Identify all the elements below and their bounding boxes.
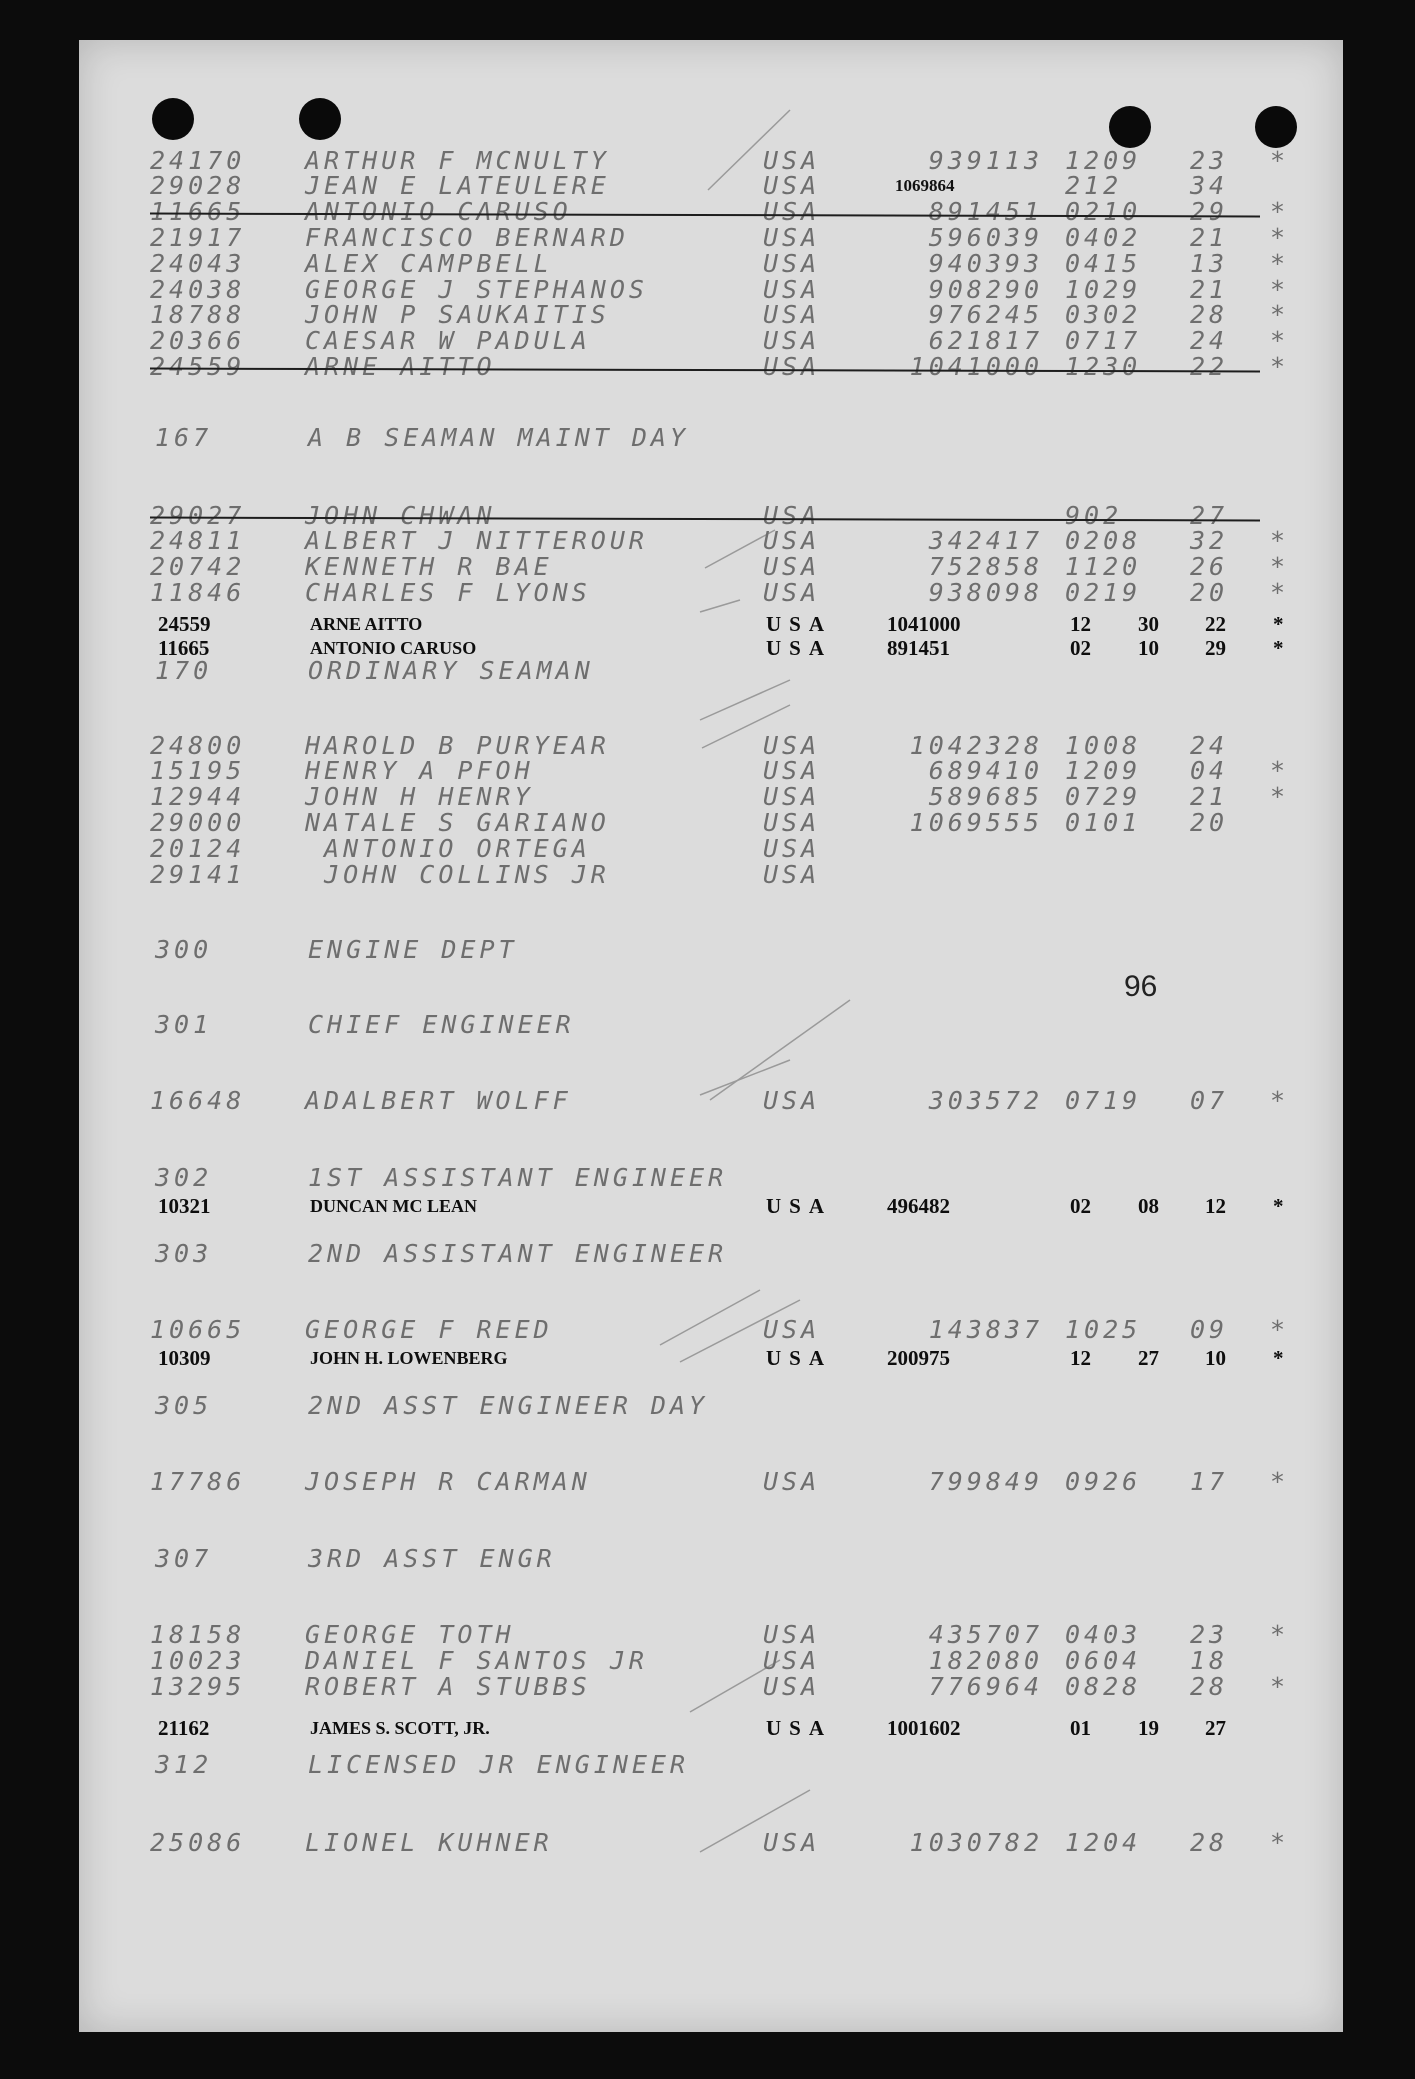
day: 08: [1138, 1194, 1159, 1218]
section-title: 3RD ASST ENGR: [308, 1544, 556, 1573]
mark: *: [1270, 1620, 1286, 1649]
citizenship: USA: [763, 171, 821, 200]
age: 21: [1190, 223, 1229, 252]
section-code: 167: [155, 423, 213, 452]
citizenship: USA: [763, 249, 821, 278]
mark: *: [1270, 1086, 1286, 1115]
crew-number: 18158: [150, 1620, 246, 1649]
crew-number: 17786: [150, 1467, 246, 1496]
crew-name: CAESAR W PADULA: [305, 326, 591, 355]
crew-row: [0, 580, 1415, 606]
crew-row: [0, 302, 1415, 328]
crew-row: [0, 1830, 1415, 1856]
date: 0210: [1065, 197, 1142, 226]
crew-row: [0, 758, 1415, 784]
crew-row: [0, 173, 1415, 199]
section-heading: [0, 1012, 1415, 1038]
citizenship: USA: [766, 612, 833, 636]
book-number: 1069555: [909, 808, 1043, 837]
crew-name: ALEX CAMPBELL: [305, 249, 553, 278]
age: 23: [1190, 146, 1229, 175]
page-number: 96: [1124, 970, 1158, 1003]
citizenship: USA: [766, 1346, 833, 1370]
crew-row: [0, 554, 1415, 580]
crew-number: 16648: [150, 1086, 246, 1115]
crew-number: 15195: [150, 756, 246, 785]
date: 0717: [1065, 326, 1142, 355]
age: 20: [1190, 578, 1229, 607]
citizenship: USA: [763, 552, 821, 581]
crew-name: ARNE AITTO: [305, 352, 496, 381]
date: 0219: [1065, 578, 1142, 607]
crew-name: ARTHUR F MCNULTY: [305, 146, 610, 175]
crew-row: [0, 810, 1415, 836]
book-number: 1041000: [909, 352, 1043, 381]
mark: *: [1273, 1346, 1284, 1370]
date: 212: [1065, 171, 1123, 200]
crew-row: [0, 1674, 1415, 1700]
crew-name: ARNE AITTO: [310, 614, 423, 634]
age: 13: [1190, 249, 1229, 278]
crew-name: ADALBERT WOLFF: [305, 1086, 572, 1115]
citizenship: USA: [763, 731, 821, 760]
crew-number: 24170: [150, 146, 246, 175]
citizenship: USA: [763, 808, 821, 837]
crew-row: [0, 1088, 1415, 1114]
citizenship: USA: [763, 1646, 821, 1675]
age: 28: [1190, 1672, 1229, 1701]
crew-row: [0, 328, 1415, 354]
age: 17: [1190, 1467, 1229, 1496]
crew-row: [0, 1469, 1415, 1495]
section-code: 170: [155, 656, 213, 685]
age: 24: [1190, 326, 1229, 355]
citizenship: USA: [763, 578, 821, 607]
age: 10: [1205, 1346, 1226, 1370]
book-number: 496482: [887, 1194, 950, 1218]
book-number: 303572: [928, 1086, 1043, 1115]
crew-row-struck: [0, 354, 1415, 380]
mark: *: [1270, 326, 1286, 355]
book-number: 908290: [928, 275, 1043, 304]
crew-row: [0, 784, 1415, 810]
section-heading: [0, 1393, 1415, 1419]
age: 12: [1205, 1194, 1226, 1218]
citizenship: USA: [763, 275, 821, 304]
mark: *: [1270, 552, 1286, 581]
date: 902: [1065, 501, 1123, 530]
crew-name: ANTONIO ORTEGA: [305, 834, 591, 863]
crew-name: DUNCAN MC LEAN: [310, 1196, 477, 1216]
crew-number: 10321: [158, 1194, 211, 1218]
book-number: 1042328: [909, 731, 1043, 760]
crew-number: 29141: [150, 860, 246, 889]
crew-row-added: [0, 1193, 1415, 1219]
crew-row: [0, 1648, 1415, 1674]
book-number: 938098: [928, 578, 1043, 607]
book-number: 1041000: [887, 612, 961, 636]
crew-number: 11665: [158, 636, 210, 660]
crew-name: JAMES S. SCOTT, JR.: [310, 1718, 490, 1738]
mark: *: [1270, 1672, 1286, 1701]
book-number: 776964: [928, 1672, 1043, 1701]
citizenship: USA: [763, 1467, 821, 1496]
handwritten-correction: 1069864: [895, 176, 955, 195]
citizenship: USA: [763, 834, 821, 863]
age: 07: [1190, 1086, 1229, 1115]
crew-number: 20366: [150, 326, 246, 355]
section-code: 312: [155, 1750, 213, 1779]
citizenship: USA: [763, 1672, 821, 1701]
citizenship: USA: [763, 1828, 821, 1857]
crew-row-added: [0, 1345, 1415, 1371]
month: 02: [1070, 636, 1091, 660]
date: 0415: [1065, 249, 1142, 278]
book-number: 1001602: [887, 1716, 961, 1740]
section-title: 2ND ASST ENGINEER DAY: [308, 1391, 709, 1420]
day: 19: [1138, 1716, 1159, 1740]
crew-number: 20742: [150, 552, 246, 581]
date: 0926: [1065, 1467, 1142, 1496]
age: 22: [1205, 612, 1226, 636]
date: 0101: [1065, 808, 1142, 837]
crew-row: [0, 836, 1415, 862]
crew-name: LIONEL KUHNER: [305, 1828, 553, 1857]
section-heading: [0, 1241, 1415, 1267]
citizenship: USA: [766, 1194, 833, 1218]
crew-number: 18788: [150, 300, 246, 329]
mark: *: [1270, 526, 1286, 555]
citizenship: USA: [763, 501, 821, 530]
crew-name: ANTONIO CARUSO: [305, 197, 572, 226]
section-title: LICENSED JR ENGINEER: [308, 1750, 690, 1779]
mark: *: [1273, 636, 1284, 660]
book-number: 143837: [928, 1315, 1043, 1344]
crew-number: 11846: [150, 578, 246, 607]
crew-number: 21162: [158, 1716, 210, 1740]
citizenship: USA: [763, 526, 821, 555]
citizenship: USA: [763, 326, 821, 355]
age: 24: [1190, 731, 1229, 760]
crew-name: JOHN P SAUKAITIS: [305, 300, 610, 329]
section-heading: [0, 1546, 1415, 1572]
mark: *: [1273, 1194, 1284, 1218]
book-number: 589685: [928, 782, 1043, 811]
crew-number: 13295: [150, 1672, 246, 1701]
mark: *: [1270, 197, 1286, 226]
age: 32: [1190, 526, 1229, 555]
age: 21: [1190, 782, 1229, 811]
section-title: 1ST ASSISTANT ENGINEER: [308, 1163, 728, 1192]
crew-name: GEORGE J STEPHANOS: [305, 275, 648, 304]
section-heading: [0, 937, 1415, 963]
crew-name: GEORGE F REED: [305, 1315, 553, 1344]
date: 0828: [1065, 1672, 1142, 1701]
crew-number: 12944: [150, 782, 246, 811]
section-code: 303: [155, 1239, 213, 1268]
citizenship: USA: [766, 1716, 833, 1740]
crew-row: [0, 528, 1415, 554]
age: 27: [1190, 501, 1229, 530]
month: 01: [1070, 1716, 1091, 1740]
section-title: 2ND ASSISTANT ENGINEER: [308, 1239, 728, 1268]
age: 21: [1190, 275, 1229, 304]
crew-row-added: [0, 1715, 1415, 1741]
book-number: 200975: [887, 1346, 950, 1370]
age: 29: [1205, 636, 1226, 660]
crew-number: 29027: [150, 501, 246, 530]
day: 27: [1138, 1346, 1159, 1370]
section-title: CHIEF ENGINEER: [308, 1010, 575, 1039]
citizenship: USA: [763, 860, 821, 889]
date: 0719: [1065, 1086, 1142, 1115]
age: 26: [1190, 552, 1229, 581]
age: 34: [1190, 171, 1229, 200]
citizenship: USA: [763, 352, 821, 381]
book-number: 939113: [928, 146, 1043, 175]
crew-name: GEORGE TOTH: [305, 1620, 515, 1649]
age: 04: [1190, 756, 1229, 785]
mark: *: [1270, 578, 1286, 607]
mark: *: [1270, 782, 1286, 811]
date: 1209: [1065, 756, 1142, 785]
mark: *: [1273, 612, 1284, 636]
book-number: 342417: [928, 526, 1043, 555]
book-number: 940393: [928, 249, 1043, 278]
mark: *: [1270, 756, 1286, 785]
day: 10: [1138, 636, 1159, 660]
section-title: A B SEAMAN MAINT DAY: [308, 423, 690, 452]
crew-name: HENRY A PFOH: [305, 756, 534, 785]
book-number: 596039: [928, 223, 1043, 252]
book-number: 976245: [928, 300, 1043, 329]
crew-row-struck: [0, 199, 1415, 225]
date: 1204: [1065, 1828, 1142, 1857]
citizenship: USA: [763, 223, 821, 252]
crew-name: JEAN E LATEULERE: [305, 171, 610, 200]
crew-number: 24559: [150, 352, 246, 381]
crew-name: FRANCISCO BERNARD: [305, 223, 629, 252]
crew-row: [0, 1622, 1415, 1648]
citizenship: USA: [763, 146, 821, 175]
age: 23: [1190, 1620, 1229, 1649]
date: 1120: [1065, 552, 1142, 581]
crew-number: 24559: [158, 612, 211, 636]
crew-number: 10309: [158, 1346, 211, 1370]
citizenship: USA: [763, 1086, 821, 1115]
book-number: 182080: [928, 1646, 1043, 1675]
date: 0604: [1065, 1646, 1142, 1675]
crew-number: 20124: [150, 834, 246, 863]
book-number: 1030782: [909, 1828, 1043, 1857]
month: 02: [1070, 1194, 1091, 1218]
mark: *: [1270, 146, 1286, 175]
section-code: 302: [155, 1163, 213, 1192]
crew-name: HAROLD B PURYEAR: [305, 731, 610, 760]
citizenship: USA: [763, 782, 821, 811]
citizenship: USA: [763, 1315, 821, 1344]
crew-row: [0, 1317, 1415, 1343]
book-number: 891451: [928, 197, 1043, 226]
age: 20: [1190, 808, 1229, 837]
mark: *: [1270, 1828, 1286, 1857]
age: 28: [1190, 1828, 1229, 1857]
book-number: 435707: [928, 1620, 1043, 1649]
crew-name: ROBERT A STUBBS: [305, 1672, 591, 1701]
section-heading: [0, 1165, 1415, 1191]
date: 0208: [1065, 526, 1142, 555]
crew-name: JOHN COLLINS JR: [305, 860, 610, 889]
crew-name: JOHN CHWAN: [305, 501, 496, 530]
section-code: 305: [155, 1391, 213, 1420]
crew-name: ALBERT J NITTEROUR: [305, 526, 648, 555]
crew-name: JOHN H HENRY: [305, 782, 534, 811]
section-code: 301: [155, 1010, 213, 1039]
citizenship: USA: [763, 300, 821, 329]
mark: *: [1270, 1467, 1286, 1496]
section-code: 300: [155, 935, 213, 964]
mark: *: [1270, 352, 1286, 381]
date: 1209: [1065, 146, 1142, 175]
crew-number: 25086: [150, 1828, 246, 1857]
age: 18: [1190, 1646, 1229, 1675]
crew-number: 29000: [150, 808, 246, 837]
crew-row: [0, 225, 1415, 251]
crew-number: 21917: [150, 223, 246, 252]
crew-name: NATALE S GARIANO: [305, 808, 610, 837]
date: 0302: [1065, 300, 1142, 329]
mark: *: [1270, 275, 1286, 304]
crew-number: 10665: [150, 1315, 246, 1344]
date: 1025: [1065, 1315, 1142, 1344]
crew-row-added: [0, 611, 1415, 637]
section-heading: [0, 658, 1415, 684]
mark: *: [1270, 300, 1286, 329]
citizenship: USA: [763, 197, 821, 226]
crew-name: CHARLES F LYONS: [305, 578, 591, 607]
crew-number: 11665: [150, 197, 246, 226]
date: 1008: [1065, 731, 1142, 760]
book-number: 689410: [928, 756, 1043, 785]
crew-number: 24038: [150, 275, 246, 304]
section-heading: [0, 425, 1415, 451]
age: 09: [1190, 1315, 1229, 1344]
section-title: ENGINE DEPT: [308, 935, 518, 964]
crew-name: KENNETH R BAE: [305, 552, 553, 581]
date: 0729: [1065, 782, 1142, 811]
date: 0403: [1065, 1620, 1142, 1649]
mark: *: [1270, 223, 1286, 252]
date: 1230: [1065, 352, 1142, 381]
age: 28: [1190, 300, 1229, 329]
month: 12: [1070, 612, 1091, 636]
mark: *: [1270, 249, 1286, 278]
crew-number: 24800: [150, 731, 246, 760]
crew-number: 10023: [150, 1646, 246, 1675]
book-number: 891451: [887, 636, 950, 660]
citizenship: USA: [766, 636, 833, 660]
book-number: 621817: [928, 326, 1043, 355]
date: 0402: [1065, 223, 1142, 252]
age: 22: [1190, 352, 1229, 381]
section-code: 307: [155, 1544, 213, 1573]
citizenship: USA: [763, 1620, 821, 1649]
crew-number: 24043: [150, 249, 246, 278]
date: 1029: [1065, 275, 1142, 304]
section-heading: [0, 1752, 1415, 1778]
crew-number: 24811: [150, 526, 246, 555]
age: 29: [1190, 197, 1229, 226]
section-title: ORDINARY SEAMAN: [308, 656, 594, 685]
crew-name: ANTONIO CARUSO: [310, 638, 477, 658]
crew-name: JOHN H. LOWENBERG: [310, 1348, 508, 1368]
crew-number: 29028: [150, 171, 246, 200]
crew-row: [0, 251, 1415, 277]
crew-name: JOSEPH R CARMAN: [305, 1467, 591, 1496]
age: 27: [1205, 1716, 1226, 1740]
month: 12: [1070, 1346, 1091, 1370]
mark: *: [1270, 1315, 1286, 1344]
book-number: 799849: [928, 1467, 1043, 1496]
crew-name: DANIEL F SANTOS JR: [305, 1646, 648, 1675]
crew-row: [0, 862, 1415, 888]
citizenship: USA: [763, 756, 821, 785]
day: 30: [1138, 612, 1159, 636]
book-number: 752858: [928, 552, 1043, 581]
